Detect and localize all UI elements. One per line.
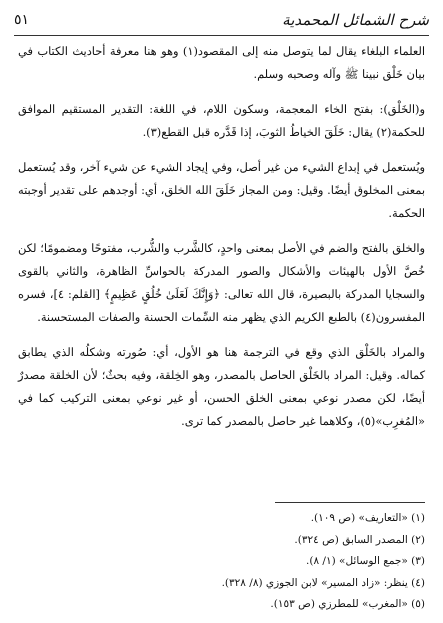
running-title: شرح الشمائل المحمدية xyxy=(282,11,429,29)
page-number: ٥١ xyxy=(14,12,30,28)
paragraph: ويُستعمل في إبداع الشيء من غير أصل، وفي إيجاد الشيء عن شيء آخر، وقد يُستعمل بمعنى المخلوق أيضًا. وقيل: ومن المجاز خَلَقَ الله الخلق، أي: أوجدهم على تقدير أوجبته الحكمة. xyxy=(18,160,425,220)
footnote: (٢) المصدر السابق (ص ٣٢٤). xyxy=(294,533,425,546)
main-text xyxy=(18,40,425,445)
paragraph: العلماء البلغاء يقال لما يتوصل منه إلى المقصود(١) وهو هنا معرفة أحاديث الكتاب في بيان خَلْق نبينا ﷺ وآله وصحبه وسلم. xyxy=(18,44,425,81)
paragraph: والخلق بالفتح والضم في الأصل بمعنى واحدٍ، كالشَّرب والشُّرب، مفتوحًا ومضمومًا؛ لكن خُصَّ الأول بالهيئات والأشكال والصور المدركة بالحواسِّ الظاهرة، والثاني بالقوى والسجايا المدركة بالبصيرة، قال الله تعالى: ﴿وَإِنَّكَ لَعَلَىٰ خُلُقٍ عَظِيمٍ﴾ [القلم: ٤]، فسره المفسرون(٤) بالطبع الكريم الذي يظهر منه السِّمات الحسنة والصفات المستحسنة. xyxy=(18,241,425,324)
paragraph: و(الخَلْق): بفتح الخاء المعجمة، وسكون اللام، في اللغة: التقدير المستقيم الموافق للحكمة(٢) يقال: خَلَقَ الخياطُ الثوبَ، إذا قَدَّره قبل القطع(٣). xyxy=(18,102,425,139)
paragraph: والمراد بالخَلْق الذي وقع في الترجمة هنا هو الأول، أي: صُورته وشكلُه الذي يطابق كماله. وقيل: المراد بالخَلْق الحاصل بالمصدر، وهو الخِلقة، وفيه بحثٌ؛ لأن الخلقة مصدرٌ أيضًا، لكن مصدر نوعي بمعنى الخلق الحسن، أو غير نوعي بمعنى التركيب كما في «المُغرِب»(٥)، وكلاهما غير حاصل بالمصدر كما ترى. xyxy=(18,345,425,428)
page-header xyxy=(14,8,429,32)
footnote: (٥) «المغرب» للمطرزي (ص ١٥٣). xyxy=(270,598,425,610)
footnote-divider xyxy=(275,502,425,503)
footnotes xyxy=(18,508,425,616)
footnote: (١) «التعاريف» (ص ١٠٩). xyxy=(310,512,425,524)
header-divider xyxy=(14,35,429,36)
footnote: (٣) «جمع الوسائل» (١/ ٨). xyxy=(306,555,425,567)
footnote: (٤) ينظر: «زاد المسير» لابن الجوزي (٨/ ٣٢٨). xyxy=(221,576,425,589)
